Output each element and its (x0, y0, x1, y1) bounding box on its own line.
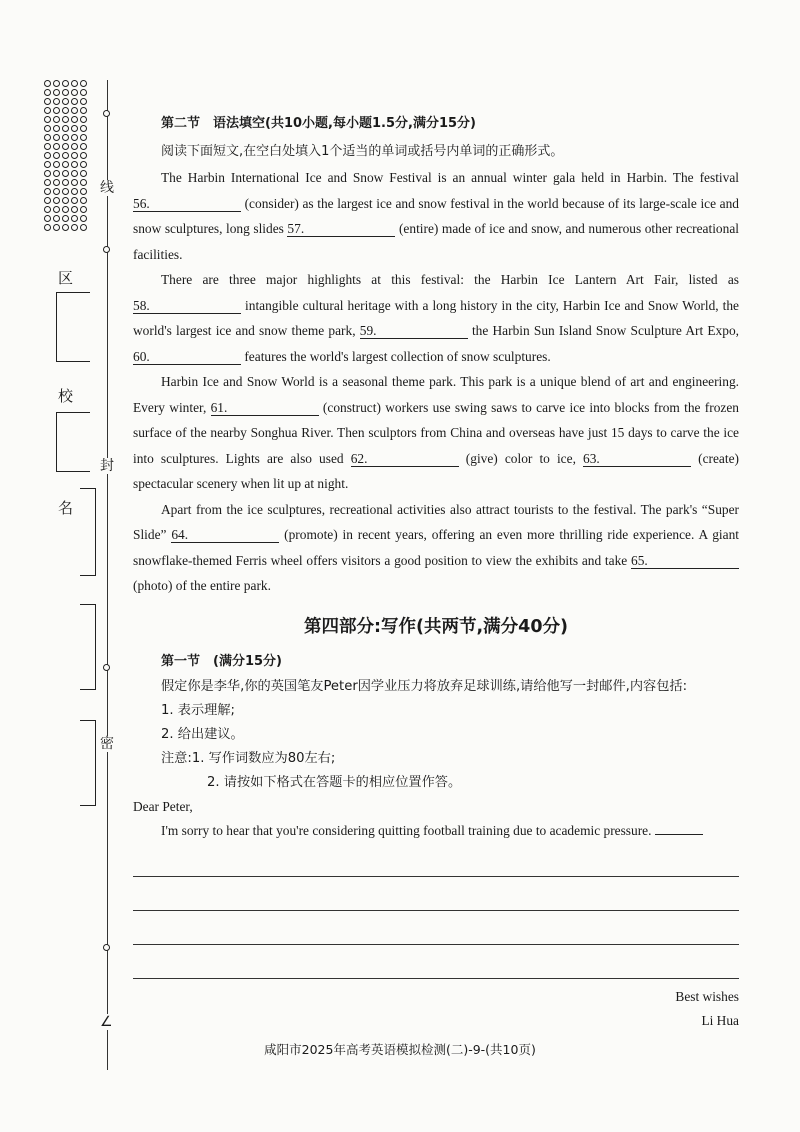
cloze-text: The Harbin International Ice and Snow Festival is an annual winter gala held in Harbin. The festival (161, 170, 739, 185)
seal-circle (44, 80, 51, 87)
seal-circle (53, 170, 60, 177)
cloze-blank[interactable]: 59. (360, 323, 468, 339)
seal-circle (62, 224, 69, 231)
seal-circle (53, 89, 60, 96)
seal-circle (80, 107, 87, 114)
seal-circle (71, 170, 78, 177)
seal-char-secret: 密 (100, 736, 114, 752)
cloze-text: features the world's largest collection of snow sculptures. (241, 348, 551, 364)
writing-point-1: 1. 表示理解; (161, 702, 235, 718)
seal-circle (62, 152, 69, 159)
page-footer: 咸阳市2025年高考英语模拟检测(二)-9-(共10页) (264, 1042, 536, 1057)
seal-circle (44, 170, 51, 177)
seal-circle (44, 125, 51, 132)
cloze-text: (entire) made of ice and snow, and numerous other recreational facilities. (133, 221, 739, 262)
seal-circle (80, 125, 87, 132)
seal-circle (71, 98, 78, 105)
seal-circle (53, 206, 60, 213)
seal-circle (71, 89, 78, 96)
seal-circle (80, 224, 87, 231)
field-box-school (56, 412, 90, 472)
seal-circle (71, 152, 78, 159)
cloze-paragraph (133, 267, 739, 369)
cloze-blank[interactable]: 56. (133, 196, 241, 212)
seal-circle (44, 161, 51, 168)
cloze-blank[interactable]: 64. (171, 527, 279, 543)
seal-circle (53, 215, 60, 222)
letter-greeting: Dear Peter, (133, 798, 193, 814)
cloze-text: (create) spectacular scenery when lit up at night. (133, 450, 739, 491)
seal-circle (53, 188, 60, 195)
seal-circle (80, 89, 87, 96)
cloze-text: Apart from the ice sculptures, recreational activities also attract tourists to the festival. The park's “Super Slide” (133, 501, 739, 542)
seal-circle (44, 224, 51, 231)
seal-circle (71, 134, 78, 141)
cloze-text: the Harbin Sun Island Snow Sculpture Art Expo, (467, 323, 739, 338)
seal-circle (62, 188, 69, 195)
seal-circle (80, 215, 87, 222)
writing-prompt: 假定你是李华,你的英国笔友Peter因学业压力将放弃足球训练,请给他写一封邮件,内容包括: (161, 678, 688, 694)
seal-circle (53, 179, 60, 186)
seal-circle (80, 143, 87, 150)
answer-line[interactable] (655, 834, 703, 835)
field-box-seat (80, 720, 96, 806)
seal-circle (71, 80, 78, 87)
seal-circle (80, 98, 87, 105)
seal-circle (53, 143, 60, 150)
cloze-blank[interactable]: 57. (287, 221, 395, 237)
answer-line[interactable] (133, 843, 739, 877)
cloze-text: (construct) workers use swing saws to carve ice into blocks from the frozen surface of the nearby Songhua River. Then sculptors from China and overseas have just 15 days to carve the ice into sculptures. Lights are also used (133, 399, 739, 466)
cloze-text: Harbin Ice and Snow World is a seasonal theme park. This park is a unique blend of art and engineering. Every winter, (133, 374, 739, 415)
section-instruction: 阅读下面短文,在空白处填入1个适当的单词或括号内单词的正确形式。 (161, 144, 564, 159)
seal-circle-grid (44, 80, 90, 240)
seal-circle (62, 197, 69, 204)
seal-circle (71, 143, 78, 150)
seal-circle (80, 80, 87, 87)
seal-circle (44, 188, 51, 195)
seal-circle (62, 179, 69, 186)
seal-circle (44, 98, 51, 105)
seal-circle (44, 197, 51, 204)
seal-circle (44, 215, 51, 222)
binding-dot (103, 246, 110, 253)
seal-circle (53, 224, 60, 231)
field-box-name (80, 488, 96, 576)
seal-circle (44, 116, 51, 123)
seal-circle (62, 98, 69, 105)
seal-circle (71, 116, 78, 123)
letter-closing: Best wishes (675, 988, 739, 1004)
binding-dot (103, 944, 110, 951)
cloze-text: There are three major highlights at this festival: the Harbin Ice Lantern Art Fair, listed as (161, 272, 739, 287)
seal-circle (80, 152, 87, 159)
seal-circle (71, 197, 78, 204)
seal-circle (44, 89, 51, 96)
seal-circle (53, 116, 60, 123)
seal-circle (71, 161, 78, 168)
seal-circle (44, 152, 51, 159)
seal-circle (53, 80, 60, 87)
seal-circle (62, 89, 69, 96)
seal-circle (71, 107, 78, 114)
seal-circle (62, 143, 69, 150)
cloze-blank[interactable]: 61. (211, 400, 319, 416)
seal-circle (71, 215, 78, 222)
field-label-district: 区 (58, 269, 74, 287)
binding-dot (103, 110, 110, 117)
answer-line[interactable] (133, 877, 739, 911)
writing-note-1: 注意:1. 写作词数应为80左右; (161, 750, 336, 766)
field-label-school: 校 (58, 387, 74, 405)
cloze-blank[interactable]: 62. (351, 451, 459, 467)
answer-line[interactable] (133, 945, 739, 979)
seal-circle (80, 179, 87, 186)
cloze-blank[interactable]: 63. (583, 451, 691, 467)
binding-dot (103, 664, 110, 671)
seal-circle (62, 116, 69, 123)
seal-circle (44, 206, 51, 213)
seal-circle (80, 170, 87, 177)
seal-circle (71, 125, 78, 132)
cloze-paragraph (133, 497, 739, 599)
seal-circle (44, 107, 51, 114)
seal-bottom-mark: ∠ (100, 1014, 113, 1030)
cloze-blank[interactable]: 58. (133, 298, 241, 314)
field-box-district (56, 292, 90, 362)
cloze-text: (give) color to ice, (458, 450, 584, 466)
cloze-blank[interactable]: 65. (631, 553, 739, 569)
cloze-paragraph (133, 165, 739, 267)
part-four-title: 第四部分:写作(共两节,满分40分) (304, 616, 568, 637)
seal-circle (53, 152, 60, 159)
section-title: 第二节 语法填空(共10小题,每小题1.5分,满分15分) (161, 116, 476, 131)
seal-circle (71, 224, 78, 231)
seal-circle (62, 215, 69, 222)
seal-circle (44, 179, 51, 186)
seal-circle (71, 179, 78, 186)
cloze-text: intangible cultural heritage with a long history in the city, Harbin Ice and Snow World, the world's largest ice and snow theme park, (133, 297, 739, 338)
field-box-class (80, 604, 96, 690)
cloze-passage (133, 165, 739, 599)
answer-line[interactable] (133, 911, 739, 945)
letter-opening: I'm sorry to hear that you're considering quitting football training due to academic pressure. (133, 819, 739, 843)
letter-signature: Li Hua (701, 1012, 739, 1028)
cloze-paragraph (133, 369, 739, 497)
seal-circle (62, 80, 69, 87)
seal-circle (53, 197, 60, 204)
seal-circle (71, 188, 78, 195)
seal-circle (44, 134, 51, 141)
seal-circle (53, 107, 60, 114)
seal-circle (62, 134, 69, 141)
seal-circle (53, 125, 60, 132)
seal-circle (53, 98, 60, 105)
seal-circle (62, 161, 69, 168)
seal-circle (80, 206, 87, 213)
binding-line (107, 80, 108, 1070)
writing-note-2: 2. 请按如下格式在答题卡的相应位置作答。 (207, 774, 462, 790)
cloze-blank[interactable]: 60. (133, 349, 241, 365)
seal-circle (44, 143, 51, 150)
seal-circle (80, 116, 87, 123)
seal-circle (71, 206, 78, 213)
seal-circle (62, 125, 69, 132)
seal-circle (80, 134, 87, 141)
writing-point-2: 2. 给出建议。 (161, 726, 244, 742)
seal-circle (53, 161, 60, 168)
seal-circle (80, 188, 87, 195)
page-content (133, 112, 739, 1033)
field-label-name: 名 (58, 499, 74, 517)
writing-subtitle: 第一节 (满分15分) (161, 653, 282, 669)
seal-circle (62, 206, 69, 213)
cloze-text: (promote) in recent years, offering an even more thrilling ride experience. A giant snowflake-themed Ferris wheel offers visitors a good position to view the exhibits and take (133, 527, 739, 568)
seal-char-line: 线 (100, 180, 114, 196)
seal-circle (53, 134, 60, 141)
seal-circle (62, 170, 69, 177)
seal-char-seal: 封 (100, 458, 114, 474)
cloze-text: (consider) as the largest ice and snow festival in the world because of its large-scale ice and snow sculptures, long slides (133, 195, 739, 236)
seal-circle (62, 107, 69, 114)
seal-circle (80, 197, 87, 204)
seal-circle (80, 161, 87, 168)
cloze-text: (photo) of the entire park. (133, 578, 271, 593)
